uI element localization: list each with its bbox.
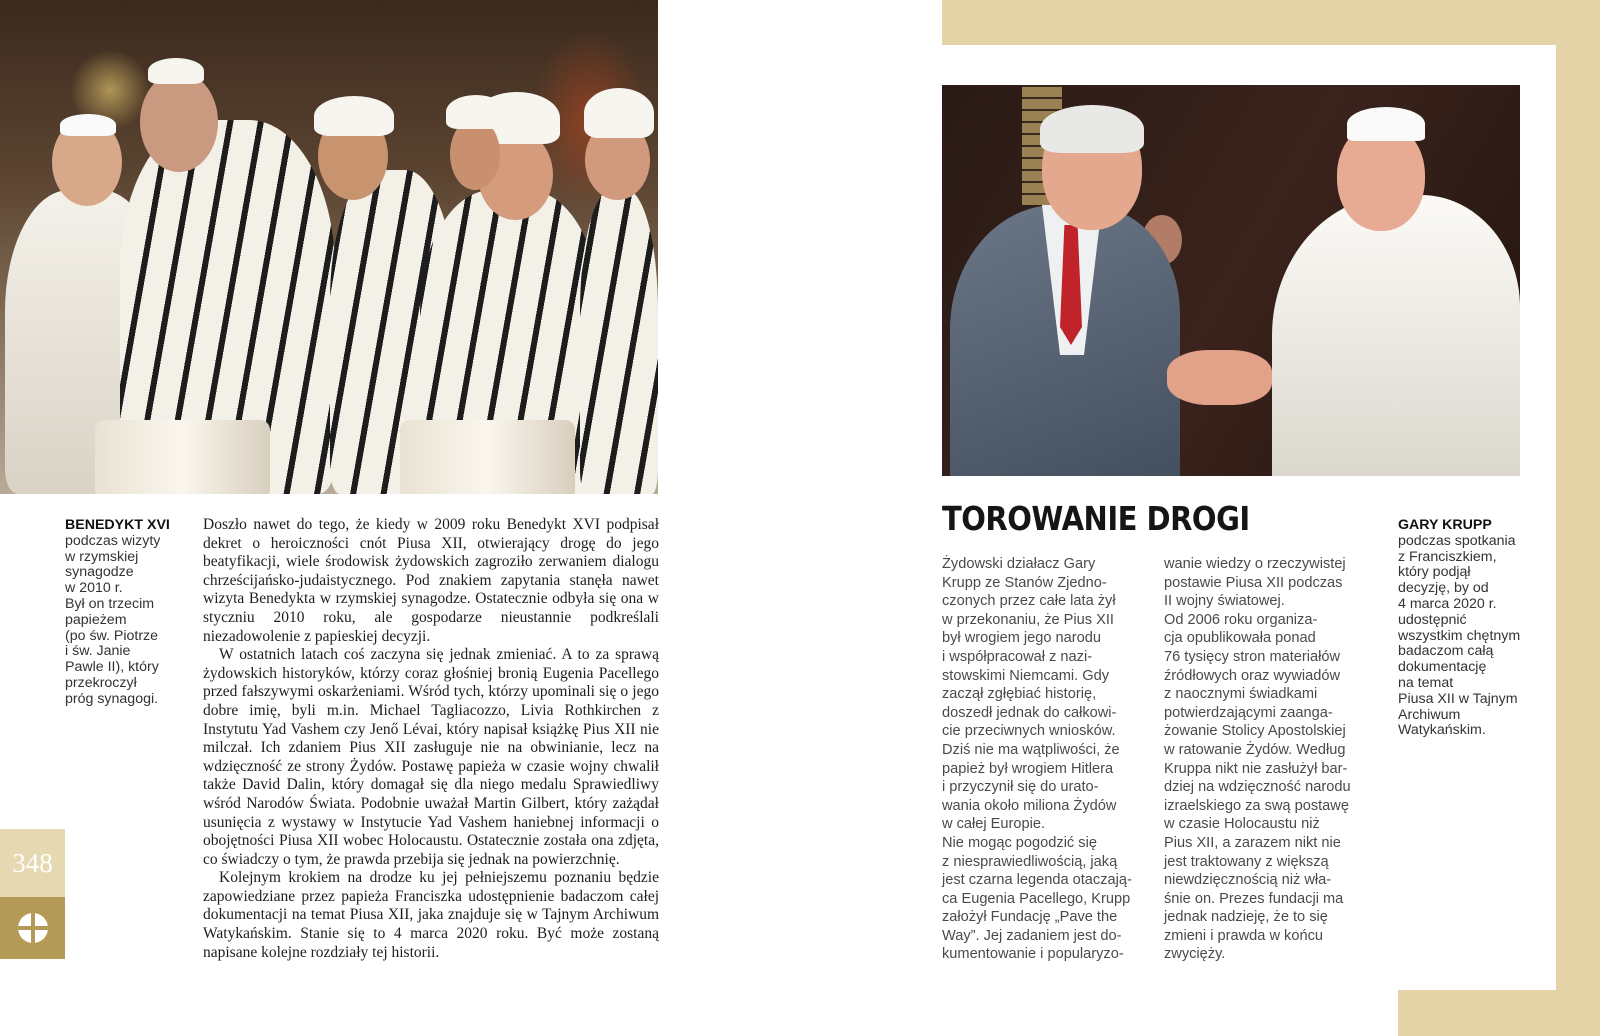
photo-caption-left: [65, 518, 185, 708]
caption-line: podczas spotkania: [1398, 532, 1516, 549]
text-line: wania około miliona Żydów: [942, 797, 1117, 814]
text-line: źródłowych oraz wywiadów: [1164, 667, 1341, 684]
frame-bottom-bar: [1398, 990, 1600, 1036]
text-line: w całej Europie.: [942, 816, 1046, 833]
text-line: Dziś nie ma wątpliwości, że: [942, 741, 1120, 758]
photo-caption-right: [1398, 518, 1528, 739]
paragraph: Kolejnym krokiem na drodze ku jej pełniejszemu poznaniu będzie zapowiedziane przez papieża Franciszka udostępnienie badaczom całej dokumentacji na temat Piusa XII, jaka znajduje się w Tajnym Archiwum Watykańskim. Stanie się to 4 marca 2020 roku. Być może zostaną napisane kolejne rozdziały tej historii.: [203, 869, 659, 961]
text-line: kumentowanie i popularyzo-: [942, 946, 1124, 963]
text-line: dziej na wdzięczność narodu: [1164, 779, 1351, 796]
article-column-b: [1164, 555, 1364, 964]
paragraph: W ostatnich latach coś zaczyna się jednak zmieniać. A to za sprawą żydowskich historyków, którzy coraz głośniej bronią Eugenia Pacellego przed fałszywymi oskarżeniami. Wśród tych, którzy upominali się o jego dobre imię, byli m.in. Michael Tagliacozzo, Livia Rothkirchen z Instytutu Yad Vashem czy Jenő Lévai, który napisał książkę Pius XII nie milczał. Ich zdaniem Pius XII zasługuje nie na obwinianie, lecz na wdzięczność ze strony Żydów. Postawę papieża w czasie wojny chwalił także David Dalin, który domagał się dla niego medalu Sprawiedliwy wśród Narodów Świata. Podobnie uważał Martin Gilbert, który zażądał usunięcia z wystawy w Instytucie Yad Vashem haniebnej informacji o obojętności Piusa XII wobec Holocaustu. Ostatecznie została ona zdjęta, co świadczy o tym, że prawda przebija się jednak na powierzchnię.: [203, 646, 659, 868]
synagogue-photo: [0, 0, 658, 494]
caption-line: Piusa XII w Tajnym: [1398, 690, 1518, 707]
text-line: jednak nadzieję, że to się: [1164, 909, 1328, 926]
text-line: jest czarna legenda otaczają-: [942, 872, 1132, 889]
text-line: Nie mogąc pogodzić się: [942, 834, 1097, 851]
caption-line: synagodze: [65, 564, 134, 581]
article-body-left: [203, 516, 659, 962]
caption-line: badaczom całą: [1398, 643, 1494, 660]
text-line: Way”. Jej zadaniem jest do-: [942, 927, 1122, 944]
text-line: ca Eugenia Pacellego, Krupp: [942, 890, 1131, 907]
caption-line: 4 marca 2020 r.: [1398, 595, 1497, 612]
text-line: postawie Piusa XII podczas: [1164, 574, 1343, 591]
caption-line: Był on trzecim: [65, 595, 155, 612]
text-line: niewdzięcznością niż wła-: [1164, 872, 1332, 889]
caption-line: decyzję, by od: [1398, 580, 1489, 597]
text-line: wanie wiedzy o rzeczywistej: [1164, 556, 1346, 572]
text-line: założył Fundację „Pave the: [942, 909, 1118, 926]
text-line: izraelskiego za swą postawę: [1164, 797, 1349, 814]
caption-line: (po św. Piotrze: [65, 627, 159, 644]
text-line: cja opublikowała ponad: [1164, 630, 1316, 647]
caption-line: Archiwum: [1398, 706, 1461, 723]
text-line: Kruppa nikt nie zasłużył bar-: [1164, 760, 1348, 777]
frame-top-bar: [942, 0, 1600, 45]
caption-line: podczas wizyty: [65, 532, 161, 549]
text-line: II wojny światowej.: [1164, 593, 1285, 610]
text-line: i przyczynił się do urato-: [942, 779, 1099, 796]
text-line: w przekonaniu, że Pius XII: [942, 611, 1114, 628]
page-badge: [0, 897, 65, 959]
caption-line: z Franciszkiem,: [1398, 548, 1497, 565]
frame-right-bar: [1556, 0, 1600, 1036]
caption-line: udostępnić: [1398, 611, 1467, 628]
text-line: jest traktowany z większą: [1164, 853, 1329, 870]
caption-line: przekroczył: [65, 674, 137, 691]
caption-line: dokumentację: [1398, 659, 1487, 676]
caption-line: w 2010 r.: [65, 580, 123, 597]
text-line: z naocznymi świadkami: [1164, 686, 1318, 703]
caption-line: który podjął: [1398, 564, 1471, 581]
caption-line: na temat: [1398, 674, 1454, 691]
text-line: papież był wrogiem Hitlera: [942, 760, 1114, 777]
text-line: z niesprawiedliwością, jaką: [942, 853, 1118, 870]
text-line: zwycięży.: [1164, 946, 1226, 963]
text-line: i współpracował z nazi-: [942, 648, 1093, 665]
text-line: Pius XII, a zarazem nikt nie: [1164, 834, 1341, 851]
text-line: był wrogiem jego narodu: [942, 630, 1101, 647]
krupp-franciszek-photo: [942, 85, 1520, 476]
caption-line: Pawle II), który: [65, 659, 159, 676]
caption-line: papieżem: [65, 611, 127, 628]
text-line: śnie on. Prezes fundacji ma: [1164, 890, 1344, 907]
article-column-a: [942, 555, 1142, 964]
caption-line: i św. Janie: [65, 643, 131, 660]
caption-line: w rzymskiej: [65, 548, 139, 565]
page-number: 348: [0, 829, 65, 897]
text-line: cie przeciwnych wniosków.: [942, 723, 1116, 740]
text-line: Żydowski działacz Gary: [942, 556, 1096, 572]
cross-in-circle-icon: [18, 913, 48, 943]
text-line: w ratowanie Żydów. Według: [1164, 741, 1346, 758]
section-headline: TOROWANIE DROGI: [942, 500, 1250, 539]
paragraph: Doszło nawet do tego, że kiedy w 2009 roku Benedykt XVI podpisał dekret o heroiczności cnót Piusa XII, otwierający drogę do jego beatyfikacji, wiele środowisk żydowskich zagroziło zerwaniem dialogu chrześcijańsko-judaistycznego. Pod znakiem zapytania stanęła nawet wizyta Benedykta w rzymskiej synagodze. Ostatecznie odbyła się ona w styczniu 2010 roku, ale gospodarze nieustannie podkreślali niezadowolenie z papieskiej decyzji.: [203, 516, 659, 645]
text-line: Od 2006 roku organiza-: [1164, 611, 1318, 628]
text-line: Krupp ze Stanów Zjedno-: [942, 574, 1107, 591]
text-line: zmieni i prawda w końcu: [1164, 927, 1323, 944]
text-line: potwierdzającymi zaanga-: [1164, 704, 1333, 721]
text-line: czonych przez całe lata żył: [942, 593, 1116, 610]
caption-line: wszystkim chętnym: [1398, 627, 1521, 644]
text-line: zaczął zgłębiać historię,: [942, 686, 1097, 703]
caption-line: Watykańskim.: [1398, 722, 1486, 739]
caption-title: GARY KRUPP: [1398, 517, 1492, 533]
caption-title: BENEDYKT XVI: [65, 517, 170, 533]
text-line: stowskimi Niemcami. Gdy: [942, 667, 1110, 684]
text-line: doszedł jednak do całkowi-: [942, 704, 1117, 721]
text-line: w czasie Holocaustu niż: [1164, 816, 1320, 833]
caption-line: próg synagogi.: [65, 690, 159, 707]
text-line: 76 tysięcy stron materiałów: [1164, 648, 1341, 665]
text-line: żowanie Stolicy Apostolskiej: [1164, 723, 1346, 740]
